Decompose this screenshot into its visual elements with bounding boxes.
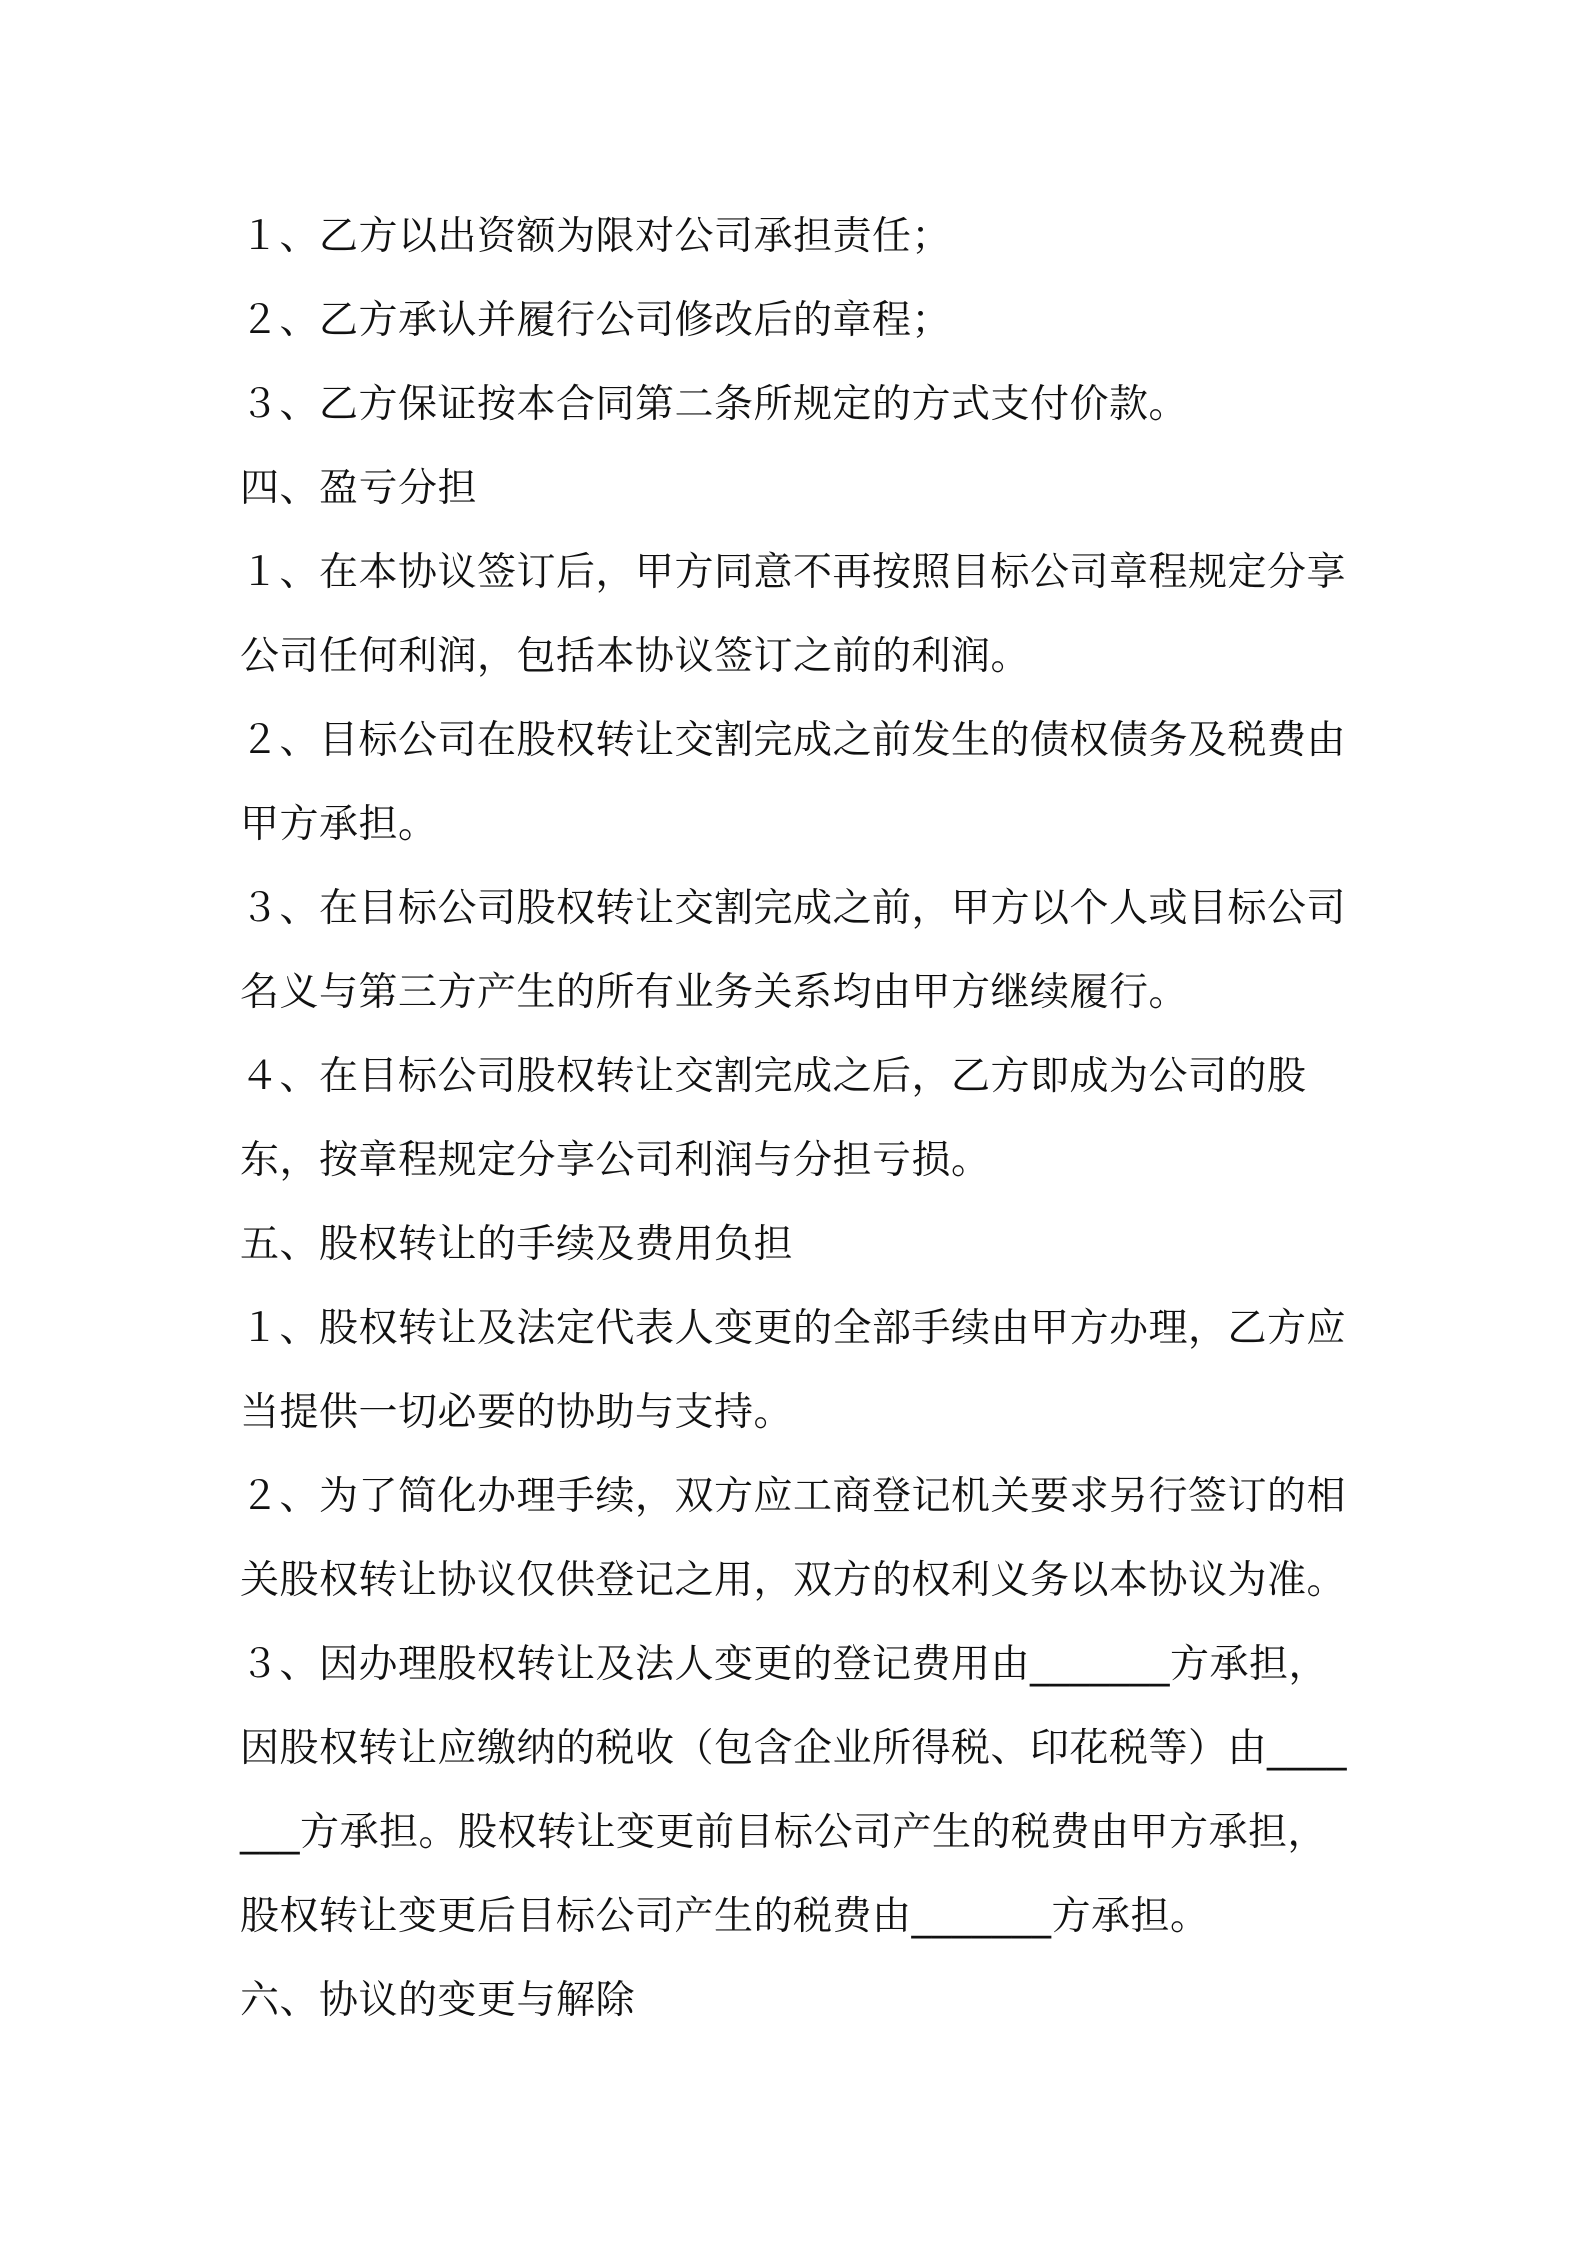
clause-3-payment: ３、乙方保证按本合同第二条所规定的方式支付价款。 xyxy=(240,382,1189,427)
clause-2-articles-of-association: ２、乙方承认并履行公司修改后的章程； xyxy=(240,298,952,343)
section-heading-profit-loss: 四、盈亏分担 xyxy=(240,466,478,511)
transfer-clause-1: １、股权转让及法定代表人变更的全部手续由甲方办理，乙方应当提供一切必要的协助与支持。 xyxy=(240,1306,1347,1435)
profit-loss-clause-1: １、在本协议签订后，甲方同意不再按照目标公司章程规定分享公司任何利润，包括本协议签订之前的利润。 xyxy=(240,550,1347,679)
profit-loss-clause-4: ４、在目标公司股权转让交割完成之后，乙方即成为公司的股东，按章程规定分享公司利润与分担亏损。 xyxy=(240,1054,1307,1183)
section-heading-transfer-procedures: 五、股权转让的手续及费用负担 xyxy=(240,1222,794,1267)
section-heading-amendment-termination: 六、协议的变更与解除 xyxy=(240,1978,636,2023)
transfer-clause-3: ３、因办理股权转让及法人变更的登记费用由_______方承担，因股权转让应缴纳的税收（包含企业所得税、印花税等）由_______方承担。股权转让变更前目标公司产生的税费由甲方承担，股权转让变更后目标公司产生的税费由_______方承担。 xyxy=(240,1642,1348,1939)
profit-loss-clause-3: ３、在目标公司股权转让交割完成之前，甲方以个人或目标公司名义与第三方产生的所有业务关系均由甲方继续履行。 xyxy=(240,886,1347,1015)
clause-1-limited-liability: １、乙方以出资额为限对公司承担责任； xyxy=(240,214,952,259)
profit-loss-clause-2: ２、目标公司在股权转让交割完成之前发生的债权债务及税费由甲方承担。 xyxy=(240,718,1347,847)
transfer-clause-2: ２、为了简化办理手续，双方应工商登记机关要求另行签订的相关股权转让协议仅供登记之用，双方的权利义务以本协议为准。 xyxy=(240,1474,1347,1603)
document-body xyxy=(240,195,1360,2043)
